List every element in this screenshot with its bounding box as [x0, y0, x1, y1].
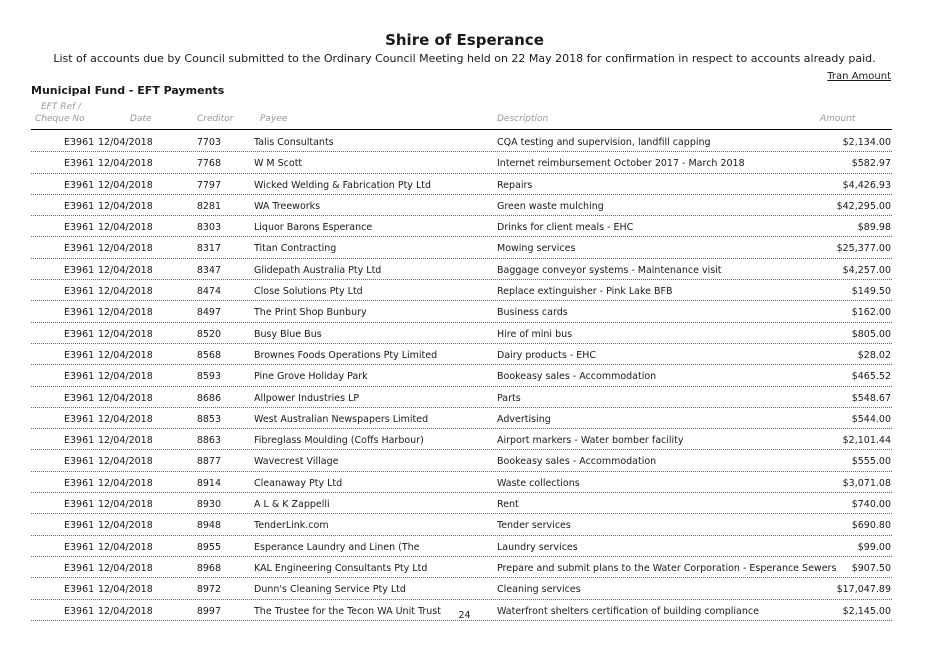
ref-cell: E3961: [64, 605, 95, 617]
creditor-cell: 8474: [196, 286, 221, 298]
table-row: [31, 408, 892, 429]
page-subtitle: List of accounts due by Council submitted to the Ordinary Council Meeting held on 22 May 2018 for confirmation in respect to accounts already paid.: [53, 52, 876, 65]
amount-cell: $89.98: [857, 222, 891, 234]
amount-cell: $582.97: [851, 158, 891, 170]
amount-cell: $548.67: [851, 392, 891, 404]
date-cell: 12/04/2018: [98, 477, 153, 489]
amount-cell: $740.00: [851, 499, 891, 511]
creditor-cell: 7768: [196, 158, 221, 170]
ref-cell: E3961: [64, 264, 95, 276]
table-row: [31, 237, 892, 258]
payee-cell: Titan Contracting: [254, 243, 337, 255]
description-cell: Repairs: [497, 179, 533, 191]
date-cell: 12/04/2018: [98, 584, 153, 596]
table-row: [31, 174, 892, 195]
creditor-cell: 8347: [196, 264, 221, 276]
col-header-date: Date: [130, 114, 152, 124]
description-cell: Prepare and submit plans to the Water Corporation - Esperance Sewers: [497, 562, 837, 574]
table-row: [31, 216, 892, 237]
col-header-creditor: Creditor: [197, 114, 234, 124]
ref-cell: E3961: [64, 137, 95, 148]
date-cell: 12/04/2018: [98, 200, 153, 212]
amount-cell: $805.00: [851, 328, 891, 340]
table-row: [31, 152, 892, 173]
date-cell: 12/04/2018: [98, 605, 153, 617]
creditor-cell: 8281: [196, 200, 221, 212]
table-row: [31, 301, 892, 322]
payee-cell: Dunn's Cleaning Service Pty Ltd: [254, 584, 406, 596]
description-cell: Advertising: [497, 413, 551, 425]
amount-cell: $2,145.00: [842, 605, 891, 617]
amount-cell: $2,134.00: [842, 137, 891, 148]
creditor-cell: 8686: [196, 392, 221, 404]
creditor-cell: 8593: [196, 371, 221, 383]
description-cell: Business cards: [497, 307, 568, 319]
payee-cell: Esperance Laundry and Linen (The: [254, 541, 420, 553]
table-row: [31, 514, 892, 535]
ref-cell: E3961: [64, 179, 95, 191]
date-cell: 12/04/2018: [98, 286, 153, 298]
col-header-amount: Amount: [820, 114, 856, 124]
table-row: [31, 429, 892, 450]
table-row: [31, 259, 892, 280]
ref-cell: E3961: [64, 200, 95, 212]
col-header-payee: Payee: [260, 114, 288, 124]
payee-cell: Liquor Barons Esperance: [254, 222, 373, 234]
creditor-cell: 8930: [196, 499, 221, 511]
description-cell: CQA testing and supervision, landfill capping: [497, 137, 711, 148]
date-cell: 12/04/2018: [98, 137, 153, 148]
creditor-cell: 8997: [196, 605, 221, 617]
col-header-ref-line1: EFT Ref /: [41, 102, 82, 112]
description-cell: Laundry services: [497, 541, 578, 553]
date-cell: 12/04/2018: [98, 222, 153, 234]
payee-cell: Busy Blue Bus: [254, 328, 322, 340]
description-cell: Green waste mulching: [497, 200, 604, 212]
date-cell: 12/04/2018: [98, 413, 153, 425]
creditor-cell: 8853: [196, 413, 221, 425]
date-cell: 12/04/2018: [98, 158, 153, 170]
ref-cell: E3961: [64, 499, 95, 511]
page-number: 24: [458, 610, 471, 621]
ref-cell: E3961: [64, 584, 95, 596]
payee-cell: Wavecrest Village: [254, 456, 339, 468]
ref-cell: E3961: [64, 286, 95, 298]
creditor-cell: 7797: [196, 179, 221, 191]
date-cell: 12/04/2018: [98, 562, 153, 574]
table-row: [31, 578, 892, 599]
payee-cell: A L & K Zappelli: [254, 499, 330, 511]
table-row: [31, 493, 892, 514]
creditor-cell: 8972: [196, 584, 221, 596]
table-row: [31, 365, 892, 386]
ref-cell: E3961: [64, 541, 95, 553]
date-cell: 12/04/2018: [98, 307, 153, 319]
payee-cell: TenderLink.com: [254, 520, 329, 532]
payee-cell: Wicked Welding & Fabrication Pty Ltd: [254, 179, 431, 191]
ref-cell: E3961: [64, 435, 95, 447]
description-cell: Hire of mini bus: [497, 328, 573, 340]
date-cell: 12/04/2018: [98, 392, 153, 404]
creditor-cell: 8877: [196, 456, 221, 468]
date-cell: 12/04/2018: [98, 541, 153, 553]
amount-cell: $4,426.93: [842, 179, 891, 191]
creditor-cell: 8863: [196, 435, 221, 447]
amount-cell: $99.00: [857, 541, 891, 553]
date-cell: 12/04/2018: [98, 328, 153, 340]
section-title: Municipal Fund - EFT Payments: [31, 84, 225, 97]
header-rule: [31, 129, 892, 130]
date-cell: 12/04/2018: [98, 264, 153, 276]
table-row: [31, 131, 892, 152]
ref-cell: E3961: [64, 349, 95, 361]
amount-cell: $28.02: [857, 349, 891, 361]
payee-cell: W M Scott: [254, 158, 303, 170]
amount-cell: $3,071.08: [842, 477, 891, 489]
description-cell: Drinks for client meals - EHC: [497, 222, 634, 234]
payee-cell: KAL Engineering Consultants Pty Ltd: [254, 562, 428, 574]
ref-cell: E3961: [64, 328, 95, 340]
payee-cell: Allpower Industries LP: [254, 392, 360, 404]
payments-table: [31, 131, 892, 621]
amount-cell: $162.00: [851, 307, 891, 319]
creditor-cell: 8914: [196, 477, 221, 489]
description-cell: Rent: [497, 499, 519, 511]
ref-cell: E3961: [64, 307, 95, 319]
creditor-cell: 8520: [196, 328, 221, 340]
creditor-cell: 8317: [196, 243, 221, 255]
amount-cell: $465.52: [851, 371, 891, 383]
tran-amount-label: Tran Amount: [827, 71, 891, 82]
ref-cell: E3961: [64, 243, 95, 255]
table-row: [31, 472, 892, 493]
description-cell: Mowing services: [497, 243, 576, 255]
amount-cell: $149.50: [851, 286, 891, 298]
ref-cell: E3961: [64, 158, 95, 170]
description-cell: Replace extinguisher - Pink Lake BFB: [497, 286, 673, 298]
payee-cell: Pine Grove Holiday Park: [254, 371, 368, 383]
page-title: Shire of Esperance: [385, 31, 544, 49]
payee-cell: West Australian Newspapers Limited: [254, 413, 429, 425]
creditor-cell: 8948: [196, 520, 221, 532]
payee-cell: The Trustee for the Tecon WA Unit Trust: [254, 605, 441, 617]
creditor-cell: 8497: [196, 307, 221, 319]
table-row: [31, 195, 892, 216]
col-header-ref-line2: Cheque No: [35, 114, 85, 124]
payee-cell: Brownes Foods Operations Pty Limited: [254, 349, 438, 361]
amount-cell: $4,257.00: [842, 264, 891, 276]
date-cell: 12/04/2018: [98, 435, 153, 447]
creditor-cell: 8968: [196, 562, 221, 574]
description-cell: Airport markers - Water bomber facility: [497, 435, 684, 447]
table-row: [31, 536, 892, 557]
date-cell: 12/04/2018: [98, 499, 153, 511]
amount-cell: $690.80: [851, 520, 891, 532]
description-cell: Parts: [497, 392, 521, 404]
payee-cell: Talis Consultants: [254, 137, 334, 148]
payee-cell: Fibreglass Moulding (Coffs Harbour): [254, 435, 424, 447]
payee-cell: Cleanaway Pty Ltd: [254, 477, 343, 489]
description-cell: Bookeasy sales - Accommodation: [497, 456, 657, 468]
table-row: [31, 387, 892, 408]
description-cell: Dairy products - EHC: [497, 349, 597, 361]
ref-cell: E3961: [64, 413, 95, 425]
table-row: [31, 280, 892, 301]
date-cell: 12/04/2018: [98, 179, 153, 191]
amount-cell: $2,101.44: [842, 435, 891, 447]
payee-cell: WA Treeworks: [254, 200, 321, 212]
date-cell: 12/04/2018: [98, 371, 153, 383]
payee-cell: Glidepath Australia Pty Ltd: [254, 264, 382, 276]
amount-cell: $555.00: [851, 456, 891, 468]
description-cell: Waste collections: [497, 477, 580, 489]
table-row: [31, 450, 892, 471]
description-cell: Tender services: [497, 520, 571, 532]
ref-cell: E3961: [64, 477, 95, 489]
creditor-cell: 8568: [196, 349, 221, 361]
col-header-description: Description: [497, 114, 549, 124]
description-cell: Baggage conveyor systems - Maintenance visit: [497, 264, 722, 276]
ref-cell: E3961: [64, 392, 95, 404]
payee-cell: The Print Shop Bunbury: [254, 307, 367, 319]
date-cell: 12/04/2018: [98, 243, 153, 255]
ref-cell: E3961: [64, 371, 95, 383]
date-cell: 12/04/2018: [98, 456, 153, 468]
date-cell: 12/04/2018: [98, 349, 153, 361]
amount-cell: $907.50: [851, 562, 891, 574]
payee-cell: Close Solutions Pty Ltd: [254, 286, 363, 298]
ref-cell: E3961: [64, 456, 95, 468]
table-row: [31, 323, 892, 344]
ref-cell: E3961: [64, 562, 95, 574]
description-cell: Waterfront shelters certification of building compliance: [497, 605, 759, 617]
ref-cell: E3961: [64, 222, 95, 234]
table-row: [31, 344, 892, 365]
amount-cell: $544.00: [851, 413, 891, 425]
amount-cell: $25,377.00: [836, 243, 891, 255]
creditor-cell: 8303: [196, 222, 221, 234]
description-cell: Internet reimbursement October 2017 - March 2018: [497, 158, 745, 170]
description-cell: Bookeasy sales - Accommodation: [497, 371, 657, 383]
date-cell: 12/04/2018: [98, 520, 153, 532]
creditor-cell: 7703: [196, 137, 221, 148]
creditor-cell: 8955: [196, 541, 221, 553]
amount-cell: $42,295.00: [836, 200, 891, 212]
description-cell: Cleaning services: [497, 584, 581, 596]
ref-cell: E3961: [64, 520, 95, 532]
amount-cell: $17,047.89: [836, 584, 891, 596]
table-row: [31, 557, 892, 578]
